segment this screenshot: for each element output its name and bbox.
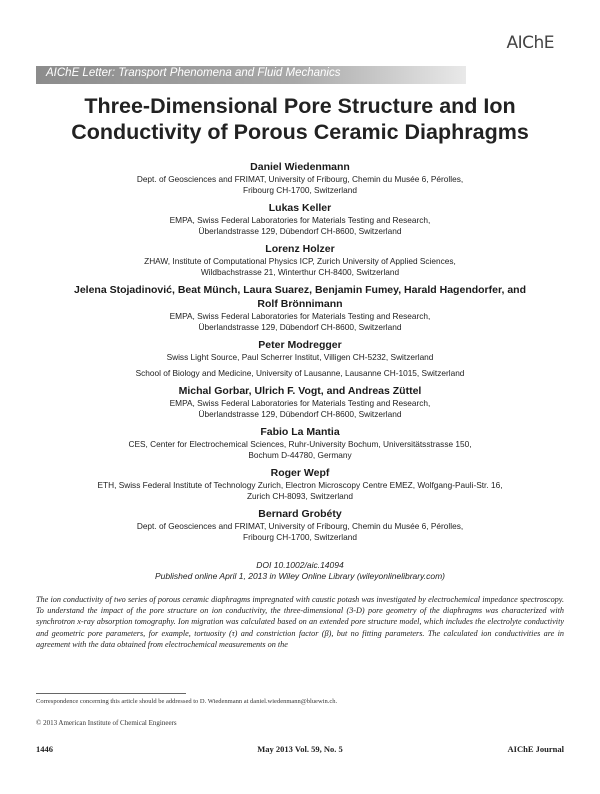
author-name: Fabio La Mantia [260, 426, 340, 438]
author-affiliation: Fribourg CH-1700, Switzerland [243, 532, 357, 542]
author-name: Peter Modregger [258, 339, 342, 351]
author-name: Michal Gorbar, Ulrich F. Vogt, and Andreas Züttel [178, 385, 422, 397]
published-online: Published online April 1, 2013 in Wiley Online Library (wileyonlinelibrary.com) [154, 571, 445, 581]
author-affiliation: ETH, Swiss Federal Institute of Technology Zurich, Electron Microscopy Centre EMEZ, Wolfgang-Pauli-Str. 16, [97, 480, 503, 490]
section-label: AIChE Letter: Transport Phenomena and Fluid Mechanics [46, 67, 341, 79]
author-affiliation: Überlandstrasse 129, Dübendorf CH-8600, Switzerland [198, 226, 402, 236]
author-affiliation: Dept. of Geosciences and FRIMAT, University of Fribourg, Chemin du Musée 6, Pérolles, [136, 174, 464, 184]
author-affiliation: School of Biology and Medicine, University of Lausanne, Lausanne CH-1015, Switzerland [135, 368, 465, 378]
author-name: Roger Wepf [270, 467, 330, 479]
author-name: Lukas Keller [268, 202, 332, 214]
author-affiliation: Überlandstrasse 129, Dübendorf CH-8600, Switzerland [198, 409, 402, 419]
author-affiliation: EMPA, Swiss Federal Laboratories for Materials Testing and Research, [169, 311, 431, 321]
author-affiliation: Dept. of Geosciences and FRIMAT, University of Fribourg, Chemin du Musée 6, Pérolles, [136, 521, 464, 531]
author-affiliation: ZHAW, Institute of Computational Physics ICP, Zurich University of Applied Sciences, [144, 256, 456, 266]
author-affiliation: Überlandstrasse 129, Dübendorf CH-8600, Switzerland [198, 322, 402, 332]
author-name: Rolf Brönnimann [257, 298, 343, 310]
author-name: Bernard Grobéty [258, 508, 342, 520]
title-line-2: Conductivity of Porous Ceramic Diaphragms [71, 120, 529, 144]
doi: DOI 10.1002/aic.14094 [256, 560, 344, 570]
title-line-1: Three-Dimensional Pore Structure and Ion [84, 94, 516, 118]
page-number: 1446 [36, 744, 53, 754]
author-list [30, 160, 570, 543]
author-affiliation: CES, Center for Electrochemical Sciences, Ruhr-University Bochum, Universitätsstrasse 150, [128, 439, 472, 449]
journal-logo: AIChE [506, 33, 554, 53]
author-name: Lorenz Holzer [265, 243, 335, 255]
article-title [30, 93, 570, 145]
section-banner [36, 66, 466, 84]
author-name: Daniel Wiedenmann [250, 161, 350, 173]
author-name: Jelena Stojadinović, Beat Münch, Laura Suarez, Benjamin Fumey, Harald Hagendorfer, and [73, 284, 526, 296]
author-affiliation: Bochum D-44780, Germany [248, 450, 352, 460]
abstract: The ion conductivity of two series of porous ceramic diaphragms impregnated with caustic potash was investigated by electrochemical impedance spectroscopy. To understand the impact of the pore structure on ion conductivity, the three-dimensional (3-D) pore geometry of the diaphragms was characterized with synchrotron x-ray absorption tomography. Ion migration was calculated based on an extended pore structure model, which includes the electrolyte conductivity and geometric pore parameters, for example, tortuosity (τ) and constriction factor (β), but no fitting parameters. The calculated ion conductivities are in agreement with the data obtained from electrochemical measurements on the [36, 595, 564, 649]
issue-info: May 2013 Vol. 59, No. 5 [257, 744, 343, 754]
author-affiliation: Wildbachstrasse 21, Winterthur CH-8400, Switzerland [200, 267, 400, 277]
copyright: © 2013 American Institute of Chemical Engineers [36, 719, 177, 727]
author-affiliation: Swiss Light Source, Paul Scherrer Institut, Villigen CH-5232, Switzerland [166, 352, 434, 362]
journal-name: AIChE Journal [507, 744, 564, 754]
author-affiliation: Fribourg CH-1700, Switzerland [243, 185, 357, 195]
publication-info [30, 560, 570, 582]
footnote-divider [36, 693, 186, 694]
author-affiliation: Zurich CH-8093, Switzerland [246, 491, 354, 501]
author-affiliation: EMPA, Swiss Federal Laboratories for Materials Testing and Research, [169, 398, 431, 408]
correspondence-footnote: Correspondence concerning this article should be addressed to D. Wiedenmann at daniel.wiedenmann@bluewin.ch. [36, 698, 338, 705]
author-affiliation: EMPA, Swiss Federal Laboratories for Materials Testing and Research, [169, 215, 431, 225]
